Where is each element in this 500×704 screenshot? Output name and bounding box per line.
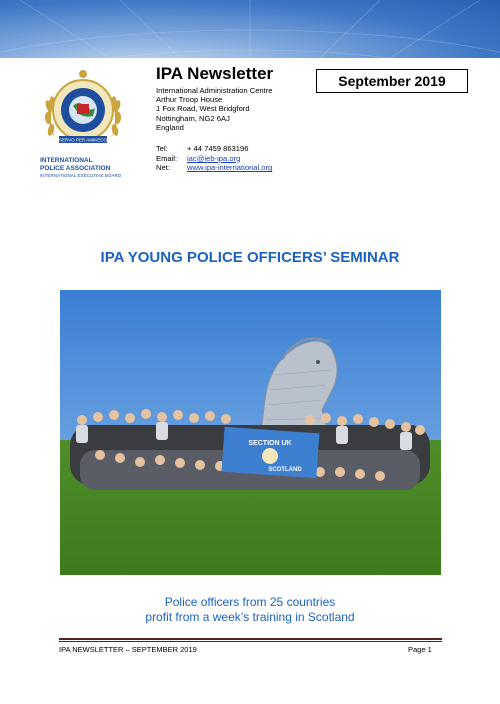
address-line: International Administration Centre	[156, 86, 273, 95]
photo-caption	[0, 595, 500, 625]
ipa-logo	[33, 66, 133, 156]
page-number: Page 1	[408, 645, 432, 654]
address-block	[156, 86, 273, 132]
footer-rule	[59, 638, 442, 640]
crown-icon	[79, 70, 87, 78]
net-label: Net:	[156, 163, 170, 173]
header-banner	[0, 0, 500, 58]
email-link[interactable]: iac@ieb-ipa.org	[187, 153, 241, 163]
address-line: 1 Fox Road, West Bridgford	[156, 104, 250, 114]
caption-line2: profit from a week’s training in Scotland	[145, 610, 355, 624]
caption-line1: Police officers from 25 countries	[164, 595, 336, 609]
email-label: Email:	[156, 153, 178, 163]
banner-pattern	[0, 0, 500, 58]
org-name-line2: POLICE ASSOCIATION	[40, 165, 111, 172]
footer-publication: IPA NEWSLETTER – SEPTEMBER 2019	[59, 645, 197, 654]
group-photo	[60, 290, 441, 575]
newsletter-title: IPA Newsletter	[156, 64, 274, 83]
footer-rule-thin	[59, 641, 442, 642]
banner-text-2: SCOTLAND	[268, 467, 302, 473]
tel-label: Tel:	[156, 144, 168, 153]
article-headline: IPA YOUNG POLICE OFFICERS’ SEMINAR	[100, 249, 400, 266]
address-line: England	[156, 122, 184, 132]
org-subtitle: INTERNATIONAL EXECUTIVE BOARD	[40, 173, 122, 178]
motto-text: SERVO PER AMIKECO	[59, 137, 107, 143]
org-name	[40, 157, 110, 173]
issue-date-box: September 2019	[316, 69, 468, 93]
contact-block	[156, 144, 272, 173]
section-uk-banner	[222, 427, 320, 479]
address-line: Nottingham, NG2 6AJ	[156, 113, 230, 123]
tel-value: + 44 7459 863196	[187, 144, 249, 153]
address-line: Arthur Troop House	[156, 95, 223, 105]
shield-icon	[77, 104, 89, 114]
org-name-line1: INTERNATIONAL	[40, 157, 93, 164]
banner-text-1: SECTION UK	[248, 440, 292, 447]
website-link[interactable]: www.ipa-international.org	[187, 163, 273, 173]
